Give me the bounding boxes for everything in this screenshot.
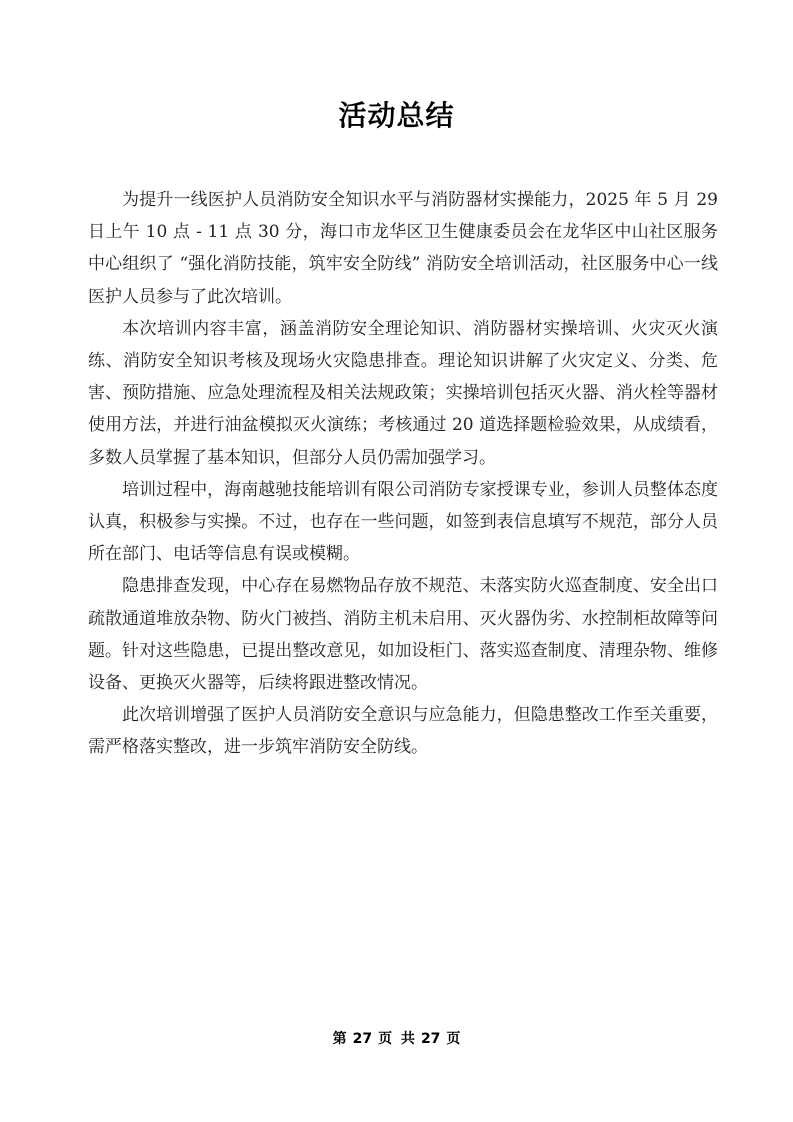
- footer-prefix: 第: [332, 1031, 347, 1047]
- document-body: [88, 184, 718, 764]
- paragraph-conclusion: 此次培训增强了医护人员消防安全意识与应急能力，但隐患整改工作至关重要，需严格落实整改，进一步筑牢消防安全防线。: [88, 705, 718, 758]
- footer-suffix: 页: [446, 1031, 461, 1047]
- paragraph-hazards: 隐患排查发现，中心存在易燃物品存放不规范、未落实防火巡查制度、安全出口疏散通道堆放杂物、防火门被挡、消防主机未启用、灭火器伪劣、水控制柜故障等问题。针对这些隐患，已提出整改意见，如加设柜门、落实巡查制度、清理杂物、维修设备、更换灭火器等，后续将跟进整改情况。: [88, 576, 718, 694]
- page-footer: [0, 1028, 793, 1048]
- footer-middle: 页 共: [378, 1031, 415, 1047]
- paragraph-intro: 为提升一线医护人员消防安全知识水平与消防器材实操能力，2025 年 5 月 29 日上午 10 点 - 11 点 30 分，海口市龙华区卫生健康委员会在龙华区中山社区服务中心组织了 “强化消防技能，筑牢安全防线” 消防安全培训活动，社区服务中心一线医护人员参与了此次培训。: [88, 190, 718, 307]
- page-title: 活动总结: [338, 99, 455, 132]
- total-page-number: 27: [420, 1031, 441, 1047]
- current-page-number: 27: [352, 1031, 373, 1047]
- paragraph-process: 培训过程中，海南越驰技能培训有限公司消防专家授课专业，参训人员整体态度认真，积极参与实操。不过，也存在一些问题，如签到表信息填写不规范，部分人员所在部门、电话等信息有误或模糊。: [88, 479, 718, 565]
- paragraph-content: 本次培训内容丰富，涵盖消防安全理论知识、消防器材实操培训、火灾灭火演练、消防安全知识考核及现场火灾隐患排查。理论知识讲解了火灾定义、分类、危害、预防措施、应急处理流程及相关法规政策；实操培训包括灭火器、消火栓等器材使用方法，并进行油盆模拟灭火演练；考核通过 20 道选择题检验效果，从成绩看，多数人员掌握了基本知识，但部分人员仍需加强学习。: [88, 318, 718, 468]
